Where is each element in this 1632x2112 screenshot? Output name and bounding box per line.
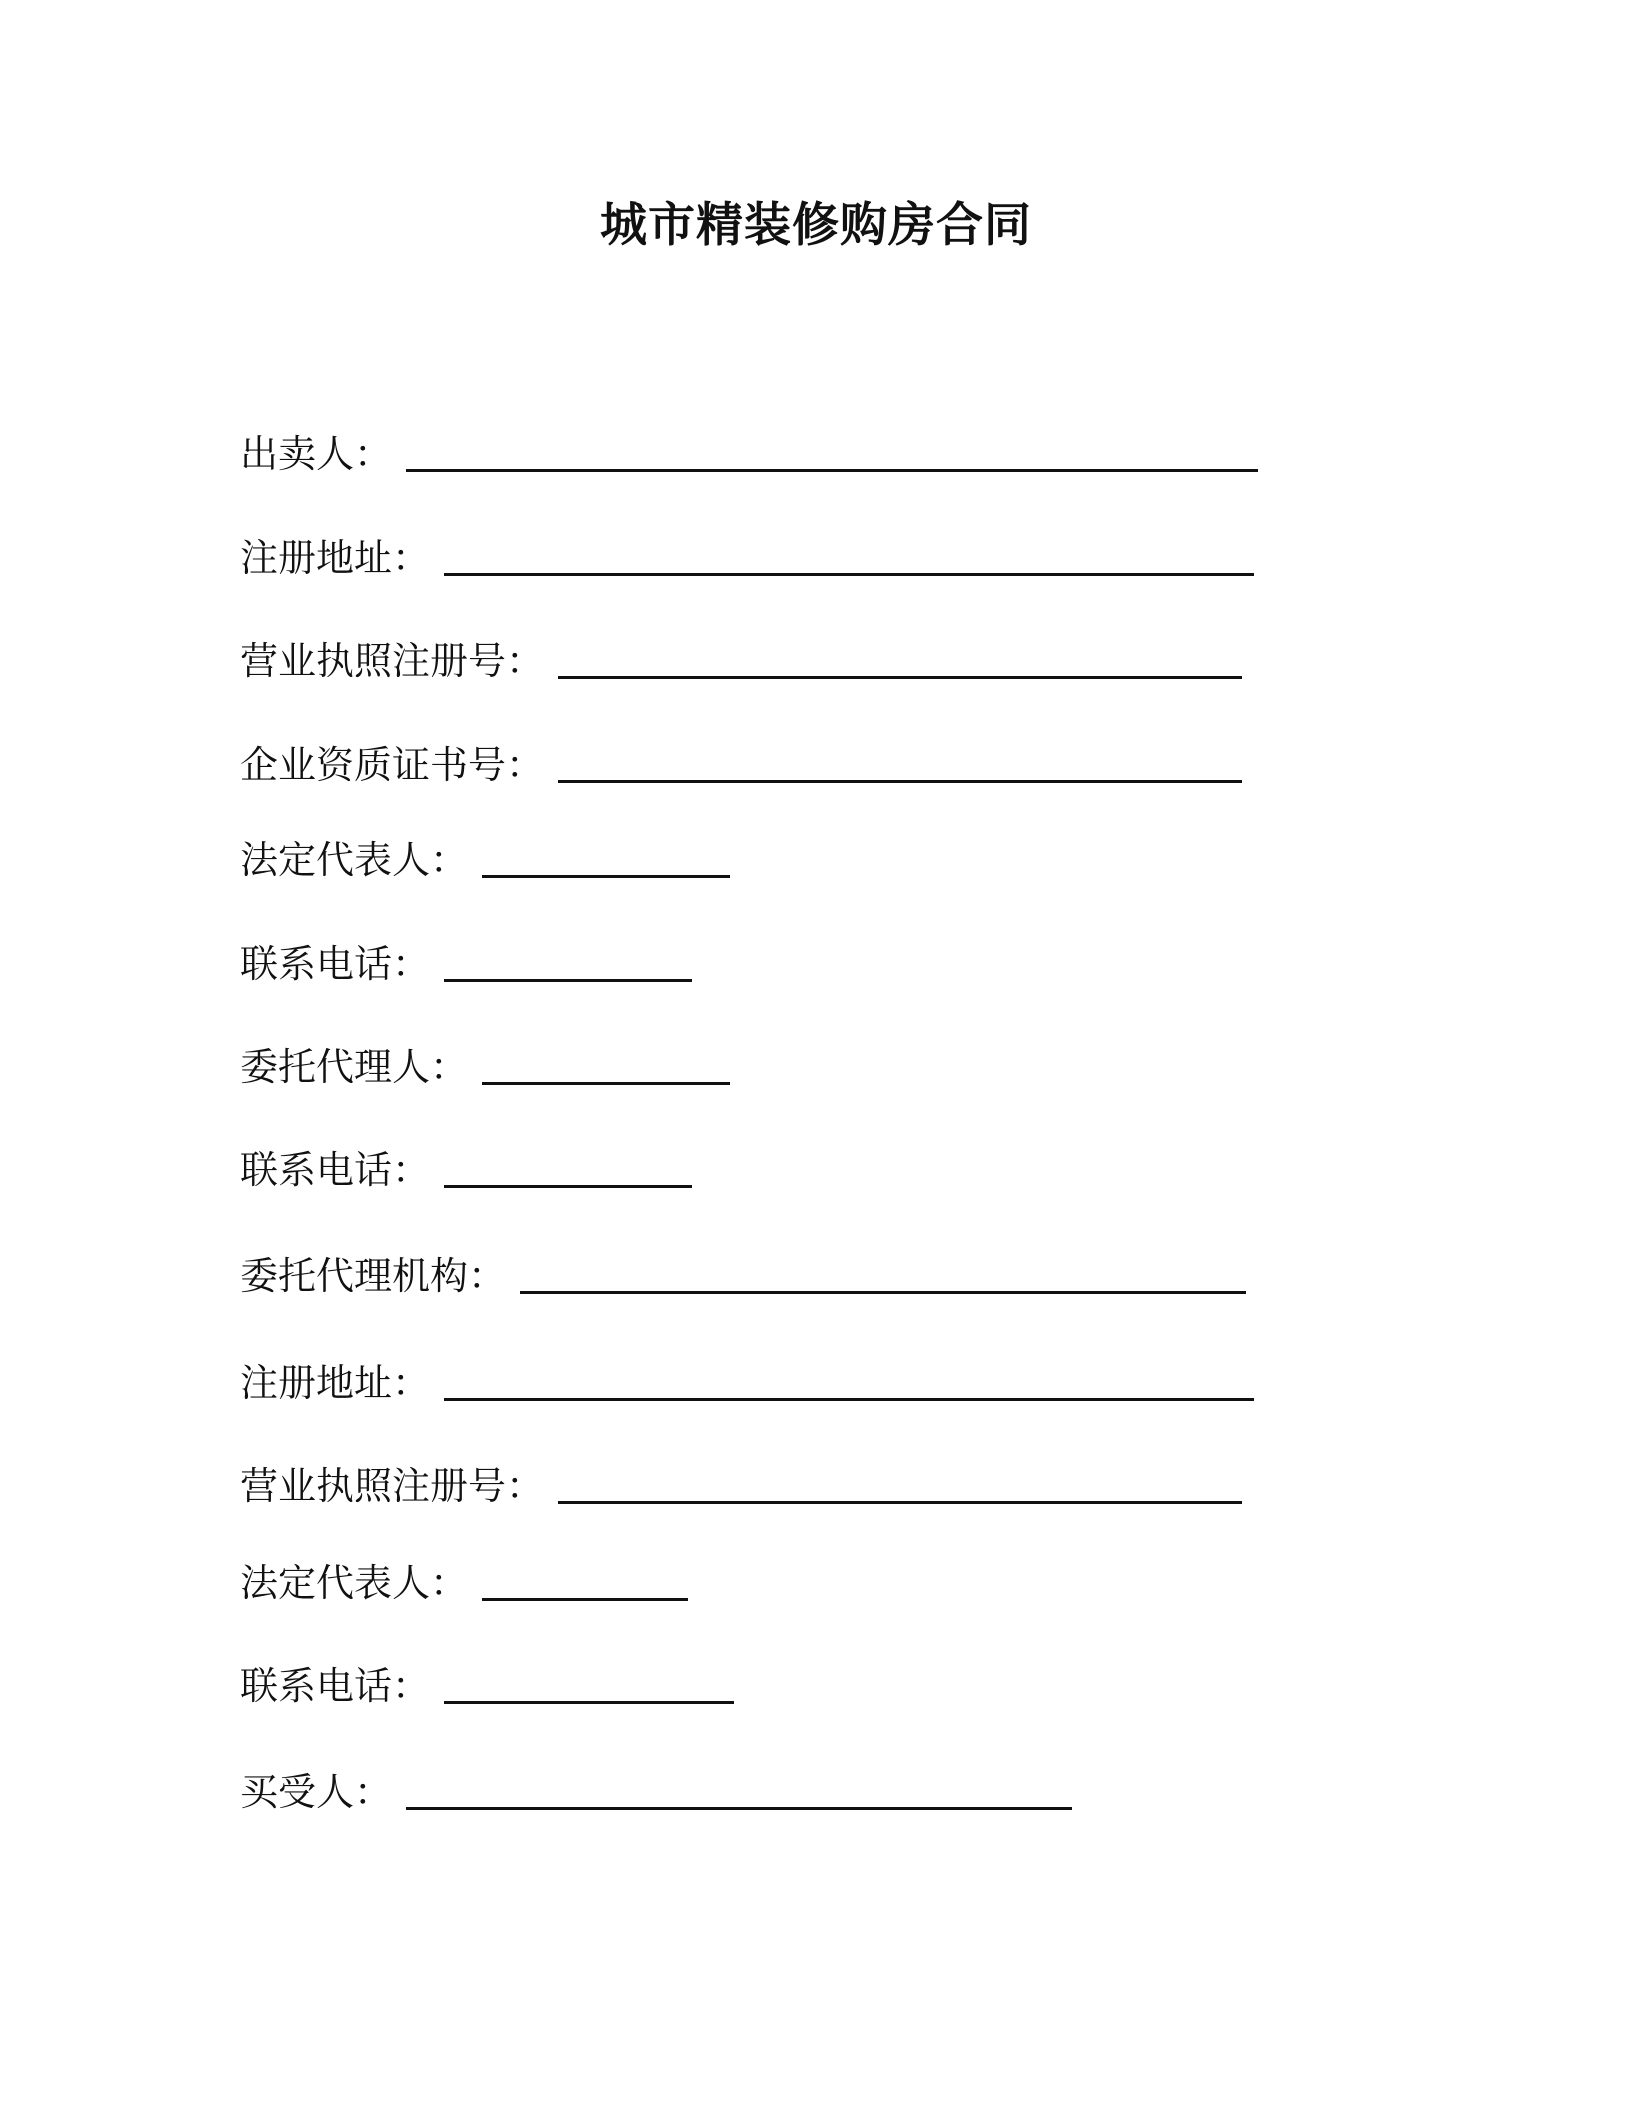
field-label: 注册地址： [240, 536, 431, 580]
agent-field [240, 1033, 730, 1093]
field-label: 委托代理人： [240, 1045, 469, 1089]
agency-license-blank[interactable] [558, 1501, 1242, 1504]
field-label: 买受人： [240, 1770, 393, 1814]
seller-license-blank[interactable] [558, 676, 1242, 679]
field-label: 营业执照注册号： [240, 1464, 545, 1508]
seller-address-field [240, 524, 1254, 584]
seller-phone-field [240, 930, 692, 990]
seller-license-field [240, 627, 1242, 687]
field-label: 联系电话： [240, 1148, 431, 1192]
agency-blank[interactable] [520, 1291, 1246, 1294]
field-label: 企业资质证书号： [240, 743, 545, 787]
agency-legal-rep-blank[interactable] [482, 1598, 688, 1601]
agent-phone-blank[interactable] [444, 1185, 692, 1188]
seller-qualification-blank[interactable] [558, 780, 1242, 783]
seller-field [240, 420, 1258, 480]
field-label: 法定代表人： [240, 1561, 469, 1605]
agency-legal-rep-field [240, 1549, 688, 1609]
field-label: 法定代表人： [240, 838, 469, 882]
agency-address-field [240, 1349, 1254, 1409]
seller-legal-rep-blank[interactable] [482, 875, 730, 878]
field-label: 营业执照注册号： [240, 639, 545, 683]
agency-field [240, 1242, 1246, 1302]
agency-phone-blank[interactable] [444, 1701, 734, 1704]
agency-address-blank[interactable] [444, 1398, 1254, 1401]
field-label: 出卖人： [240, 432, 393, 476]
field-label: 联系电话： [240, 1664, 431, 1708]
agent-phone-field [240, 1136, 692, 1196]
seller-blank[interactable] [406, 469, 1258, 472]
document-title: 城市精装修购房合同 [600, 198, 1032, 253]
seller-legal-rep-field [240, 826, 730, 886]
buyer-field [240, 1758, 1072, 1818]
field-label: 联系电话： [240, 942, 431, 986]
field-label: 注册地址： [240, 1361, 431, 1405]
agent-blank[interactable] [482, 1082, 730, 1085]
seller-phone-blank[interactable] [444, 979, 692, 982]
buyer-blank[interactable] [406, 1807, 1072, 1810]
seller-address-blank[interactable] [444, 573, 1254, 576]
seller-qualification-field [240, 731, 1242, 791]
agency-license-field [240, 1452, 1242, 1512]
field-label: 委托代理机构： [240, 1254, 507, 1298]
agency-phone-field [240, 1652, 734, 1712]
